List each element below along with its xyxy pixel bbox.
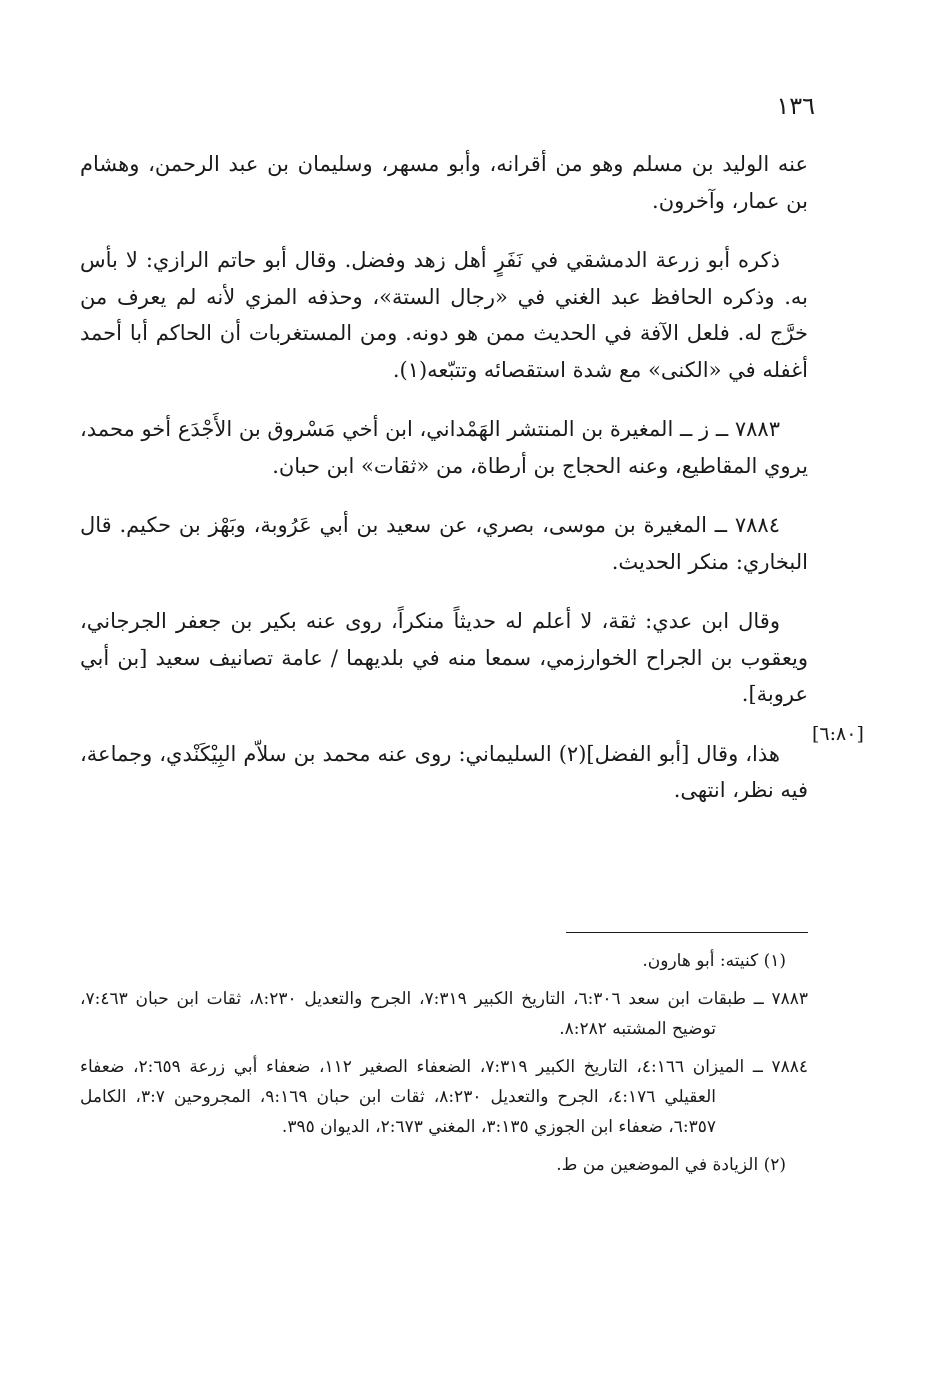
paragraph-ibn-adi: وقال ابن عدي: ثقة، لا أعلم له حديثاً منكراً، روى عنه بكير بن جعفر الجرجاني، ويعقوب بن الجراح الخوارزمي، سمعا منه في بلديهما / عامة تصانيف سعيد [بن أبي عروبة]. bbox=[80, 609, 808, 706]
main-text bbox=[80, 146, 808, 832]
paragraph-continuation: عنه الوليد بن مسلم وهو من أقرانه، وأبو مسهر، وسليمان بن عبد الرحمن، وهشام بن عمار، وآخرون. bbox=[80, 152, 808, 213]
footnote-1: (١) كنيته: أبو هارون. bbox=[642, 951, 786, 971]
footnote-ref-7884: ٧٨٨٤ ــ الميزان ٤:١٦٦، التاريخ الكبير ٧:٣١٩، الضعفاء الصغير ١١٢، ضعفاء أبي زرعة ٢:٦٥٩، ضعفاء العقيلي ٤:١٧٦، الجرح والتعديل ٨:٢٣٠، ثقات ابن حبان ٩:١٦٩، المجروحين ٣:٧، الكامل ٦:٣٥٧، ضعفاء ابن الجوزي ٣:١٣٥، المغني ٢:٦٧٣، الديوان ٣٩٥. bbox=[80, 1057, 808, 1137]
page-number: ١٣٦ bbox=[776, 92, 815, 120]
paragraph-sulaymani: هذا، وقال [أبو الفضل](٢) السليماني: روى عنه محمد بن سلاّم البِيْكَنْدي، وجماعة، فيه نظر، انتهى. bbox=[80, 741, 808, 802]
footnote-ref-7883: ٧٨٨٣ ــ طبقات ابن سعد ٦:٣٠٦، التاريخ الكبير ٧:٣١٩، الجرح والتعديل ٨:٢٣٠، ثقات ابن حبان ٧:٤٦٣، توضيح المشتبه ٨:٢٨٢. bbox=[80, 989, 808, 1039]
marginal-volume-note: [٦:٨٠] bbox=[812, 723, 864, 745]
entry-7884: ٧٨٨٤ ــ المغيرة بن موسى، بصري، عن سعيد بن أبي عَرُوبة، وبَهْز بن حكيم. قال البخاري: منكر الحديث. bbox=[80, 513, 808, 574]
footnote-2: (٢) الزيادة في الموضعين من ط. bbox=[556, 1155, 786, 1175]
entry-7883: ٧٨٨٣ ــ ز ــ المغيرة بن المنتشر الهَمْداني، ابن أخي مَسْروق بن الأَجْدَع أخو محمد، يروي المقاطيع، وعنه الحجاج بن أرطاة، من «ثقات» ابن حبان. bbox=[80, 417, 808, 478]
footnotes bbox=[80, 946, 808, 1188]
footnote-divider bbox=[566, 932, 808, 933]
paragraph-commentary: ذكره أبو زرعة الدمشقي في نَفَرٍ أهل زهد وفضل. وقال أبو حاتم الرازي: لا بأس به. وذكره الحافظ عبد الغني في «رجال الستة»، وحذفه المزي لأنه لم يعرف من خرَّج له. فلعل الآفة في الحديث ممن هو دونه. ومن المستغربات أن الحاكم أبا أحمد أغفله في «الكنى» مع شدة استقصائه وتتبّعه(١). bbox=[80, 248, 808, 382]
